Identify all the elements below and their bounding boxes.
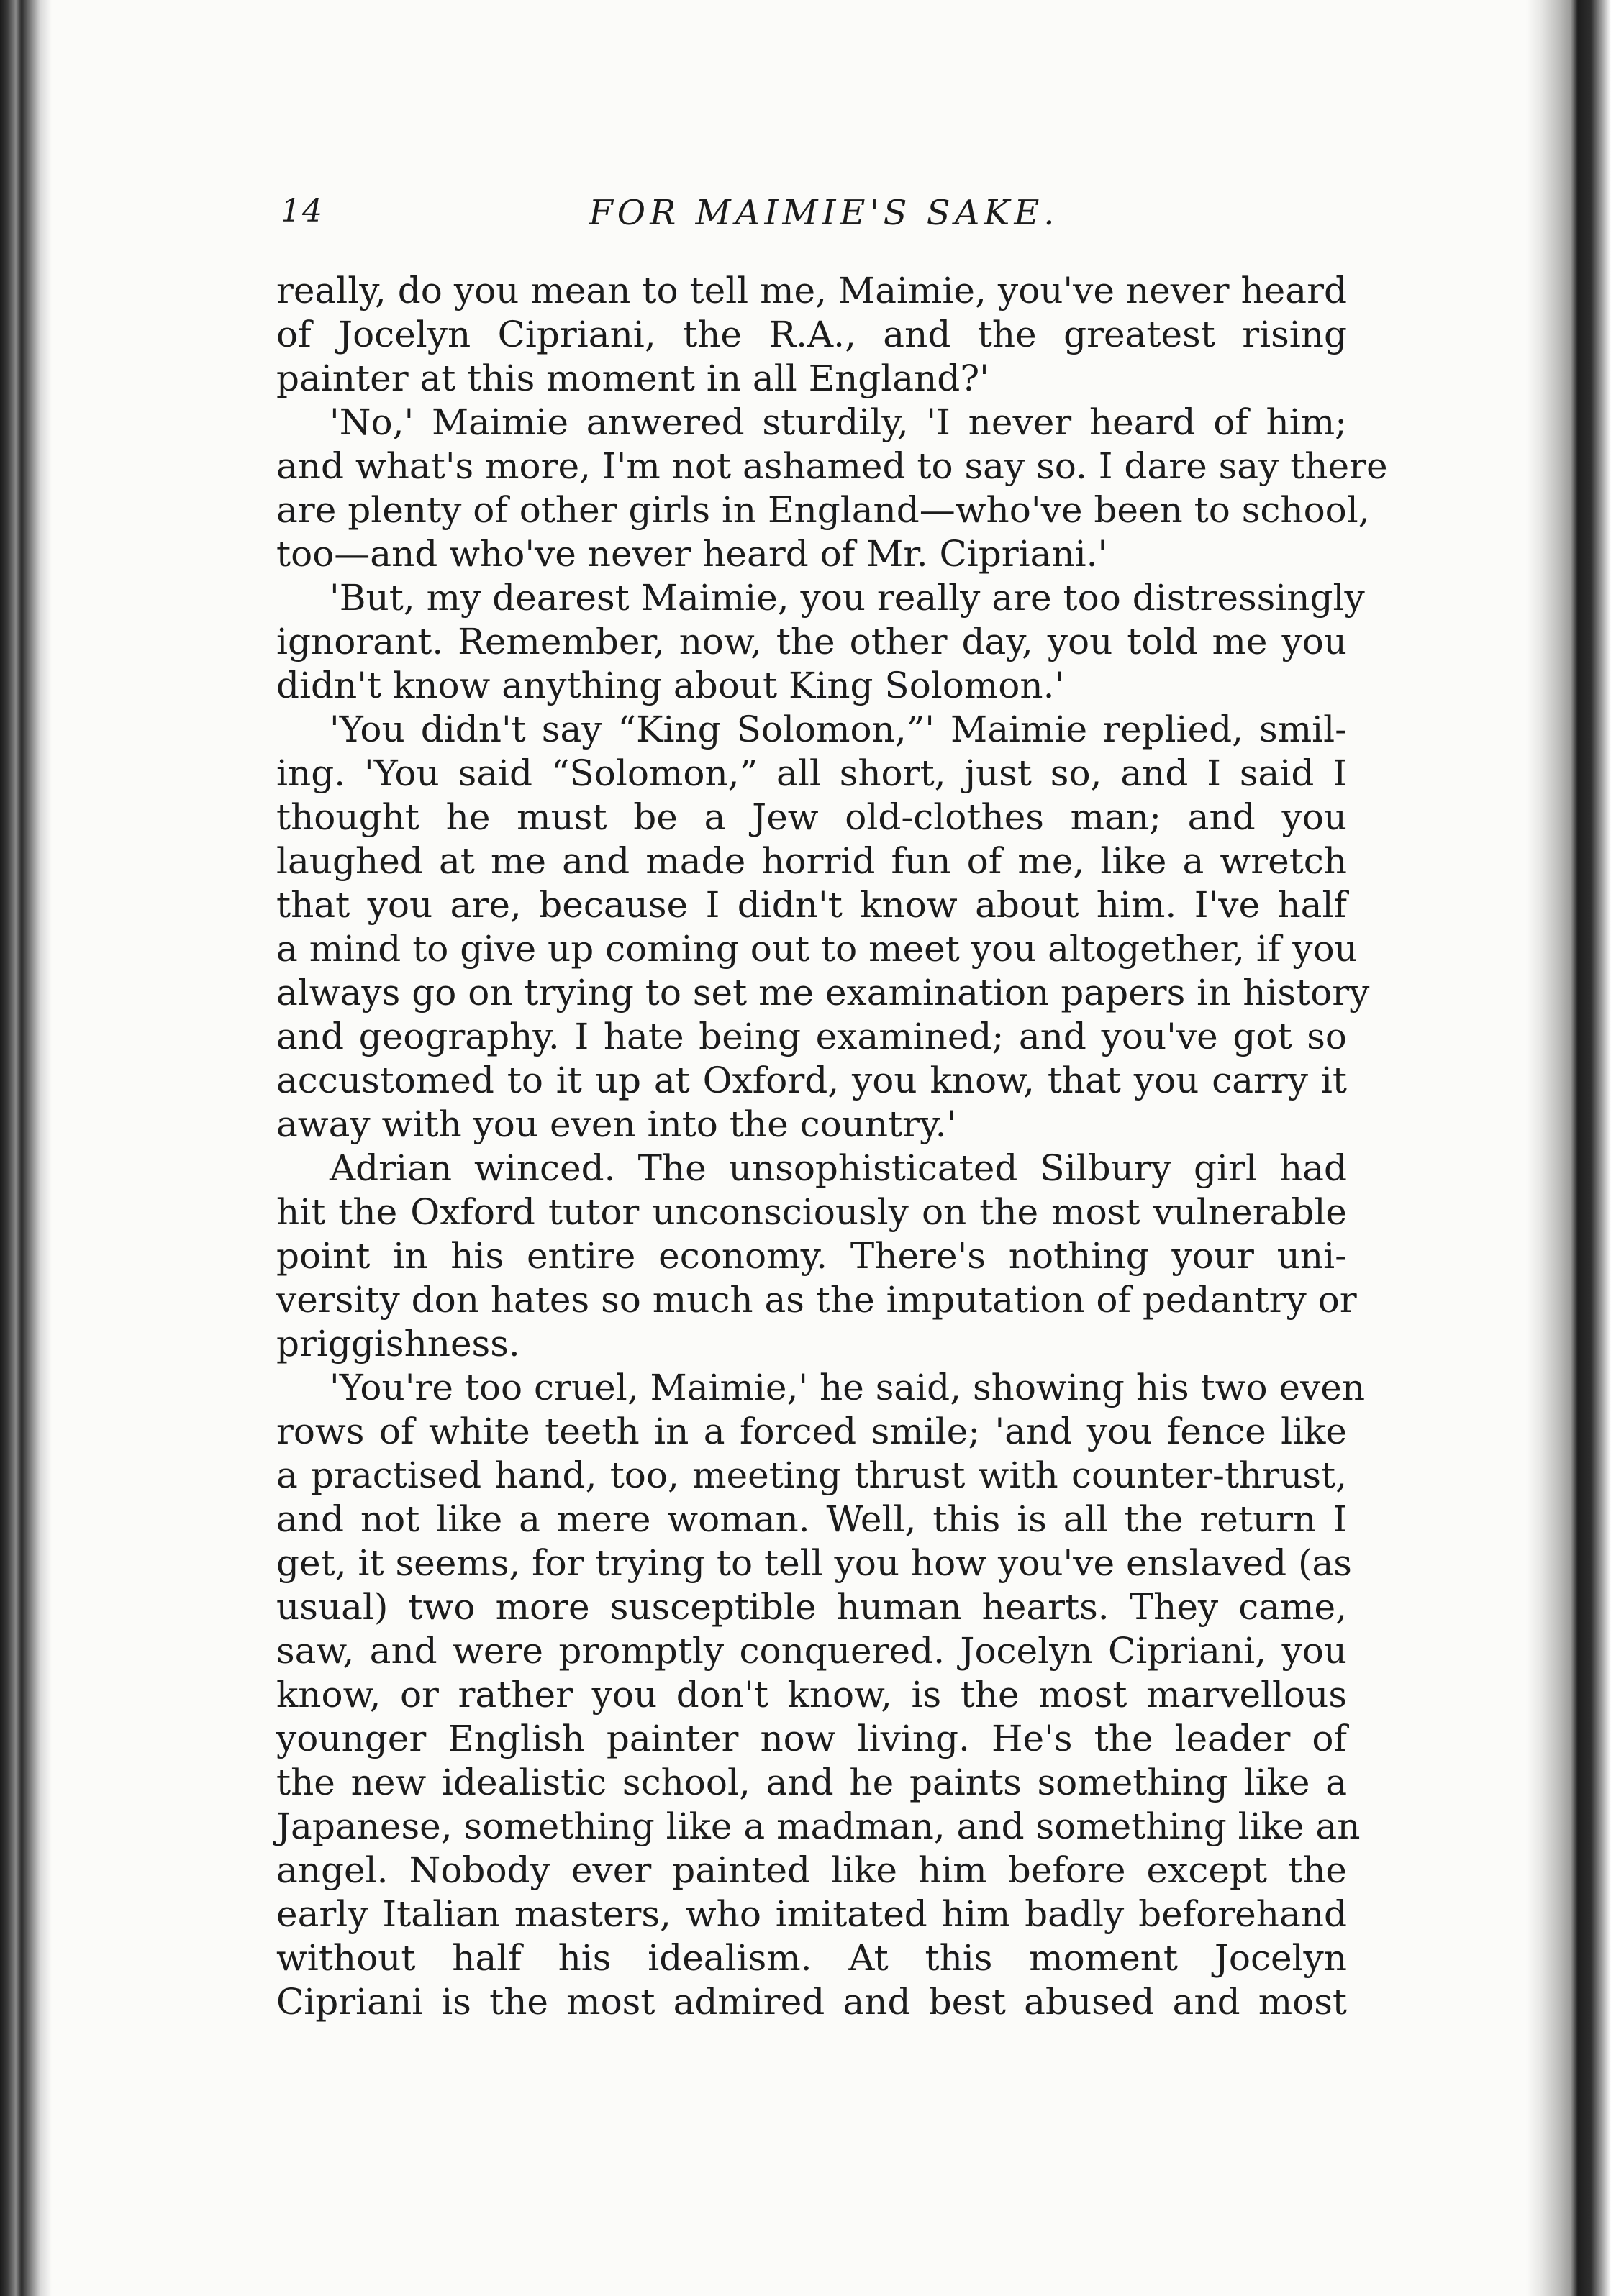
text-line: always go on trying to set me examination papers in history xyxy=(276,972,1370,1013)
text-line: without half his idealism. At this moment Jocelyn xyxy=(276,1937,1347,1979)
text-line: 'You didn't say “King Solomon,”' Maimie replied, smil- xyxy=(330,709,1347,750)
page-header xyxy=(281,193,1367,250)
text-line: versity don hates so much as the imputation of pedantry or xyxy=(276,1279,1357,1321)
text-line: painter at this moment in all England?' xyxy=(276,357,989,399)
binding-gutter xyxy=(0,0,52,2296)
text-line: really, do you mean to tell me, Maimie, you've never heard xyxy=(276,270,1347,311)
text-line: 'No,' Maimie anwered sturdily, 'I never heard of him; xyxy=(330,401,1347,443)
text-line: saw, and were promptly conquered. Jocelyn Cipriani, you xyxy=(276,1630,1347,1672)
text-line: 'But, my dearest Maimie, you really are too distressingly xyxy=(330,577,1365,619)
text-line: a practised hand, too, meeting thrust with counter-thrust, xyxy=(276,1454,1347,1496)
running-title: FOR MAIMIE'S SAKE. xyxy=(589,193,1059,233)
text-line: younger English painter now living. He's the leader of xyxy=(276,1718,1347,1759)
text-line: usual) two more susceptible human hearts. They came, xyxy=(276,1586,1347,1628)
text-line: priggishness. xyxy=(276,1323,520,1365)
text-line: early Italian masters, who imitated him badly beforehand xyxy=(276,1893,1347,1935)
text-line: Adrian winced. The unsophisticated Silbury girl had xyxy=(330,1147,1347,1189)
text-line: and geography. I hate being examined; and you've got so xyxy=(276,1016,1347,1057)
text-line: of Jocelyn Cipriani, the R.A., and the greatest rising xyxy=(276,314,1347,355)
text-line: Cipriani is the most admired and best abused and most xyxy=(276,1981,1347,2023)
body-text xyxy=(276,269,1388,2024)
page-edge xyxy=(1526,0,1611,2296)
text-line: 'You're too cruel, Maimie,' he said, showing his two even xyxy=(330,1367,1366,1408)
page-number: 14 xyxy=(281,193,324,229)
text-line: ignorant. Remember, now, the other day, you told me you xyxy=(276,621,1347,662)
text-line: didn't know anything about King Solomon.' xyxy=(276,665,1065,706)
text-line: accustomed to it up at Oxford, you know, that you carry it xyxy=(276,1060,1347,1101)
text-line: are plenty of other girls in England—who've been to school, xyxy=(276,489,1370,531)
text-line: get, it seems, for trying to tell you how you've enslaved (as xyxy=(276,1542,1352,1584)
text-line: hit the Oxford tutor unconsciously on the most vulnerable xyxy=(276,1191,1347,1233)
text-line: a mind to give up coming out to meet you altogether, if you xyxy=(276,928,1358,970)
text-line: Japanese, something like a madman, and something like an xyxy=(276,1805,1361,1847)
text-line: know, or rather you don't know, is the most marvellous xyxy=(276,1674,1347,1716)
text-line: thought he must be a Jew old-clothes man; and you xyxy=(276,796,1347,838)
text-line: too—and who've never heard of Mr. Cipriani.' xyxy=(276,533,1108,575)
text-line: rows of white teeth in a forced smile; 'and you fence like xyxy=(276,1411,1347,1452)
text-line: ing. 'You said “Solomon,” all short, just so, and I said I xyxy=(276,752,1347,794)
text-line: and not like a mere woman. Well, this is all the return I xyxy=(276,1498,1347,1540)
text-line: that you are, because I didn't know about him. I've half xyxy=(276,884,1347,926)
text-line: laughed at me and made horrid fun of me, like a wretch xyxy=(276,840,1347,882)
text-line: the new idealistic school, and he paints something like a xyxy=(276,1762,1347,1803)
text-line: angel. Nobody ever painted like him before except the xyxy=(276,1849,1347,1891)
text-line: point in his entire economy. There's nothing your uni- xyxy=(276,1235,1347,1277)
text-line: away with you even into the country.' xyxy=(276,1103,957,1145)
text-line: and what's more, I'm not ashamed to say so. I dare say there xyxy=(276,445,1388,487)
